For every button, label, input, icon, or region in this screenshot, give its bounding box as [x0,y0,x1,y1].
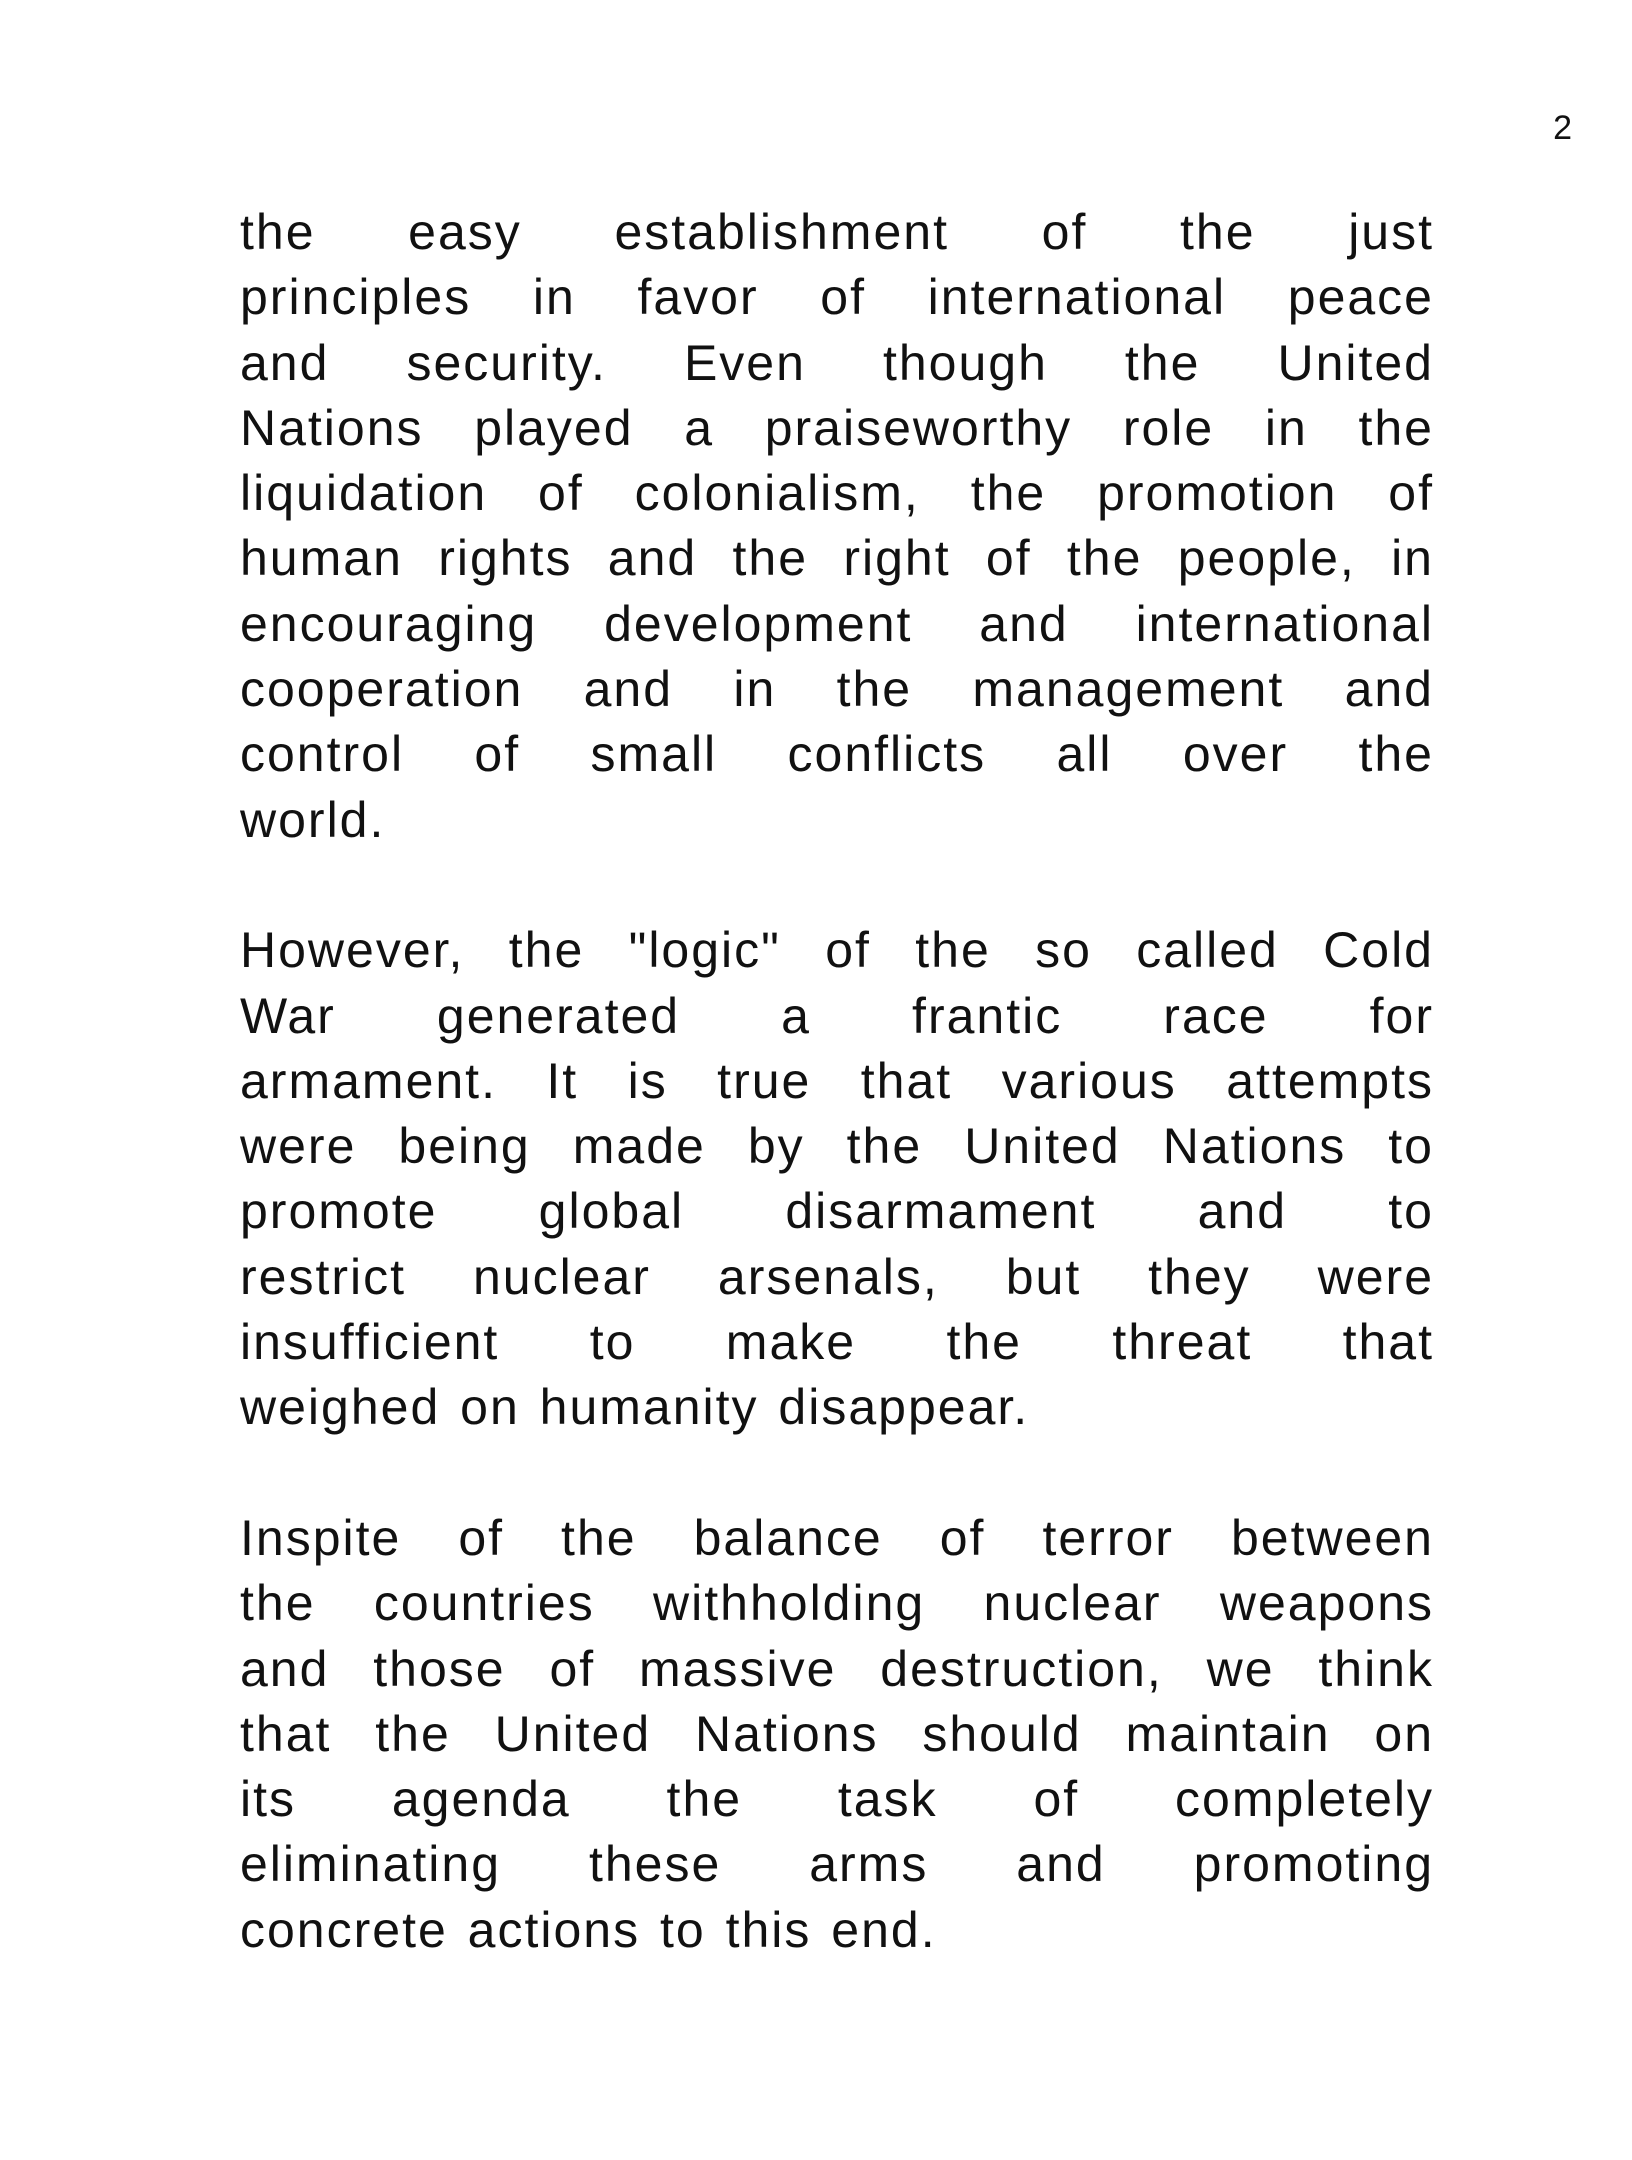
paragraph [240,1506,1434,1963]
text-line: eliminating these arms and promoting [240,1836,1434,1893]
paragraph [240,200,1434,853]
text-line: weighed on humanity disappear. [240,1379,1030,1436]
text-line: cooperation and in the management and [240,661,1434,718]
text-line: that the United Nations should maintain on [240,1705,1434,1762]
paragraph [240,918,1434,1440]
text-line: However, the "logic" of the so called Cold [240,922,1434,979]
text-line: liquidation of colonialism, the promotion of [240,465,1434,522]
text-line: and those of massive destruction, we think [240,1640,1434,1697]
text-line: Nations played a praiseworthy role in the [240,399,1434,456]
text-line: War generated a frantic race for [240,987,1434,1044]
text-line: restrict nuclear arsenals, but they were [240,1248,1434,1305]
document-body [240,200,1434,1963]
text-line: principles in favor of international peace [240,269,1434,326]
text-line: control of small conflicts all over the [240,726,1434,783]
text-line: the easy establishment of the just [240,204,1434,260]
text-line: promote global disarmament and to [240,1183,1434,1240]
text-line: its agenda the task of completely [240,1771,1434,1828]
text-line: human rights and the right of the people, in [240,530,1434,587]
text-line: concrete actions to this end. [240,1901,937,1958]
text-line: insufficient to make the threat that [240,1314,1434,1371]
text-line: the countries withholding nuclear weapons [240,1575,1434,1632]
text-line: Inspite of the balance of terror between [240,1509,1434,1566]
text-line: armament. It is true that various attempts [240,1052,1434,1109]
text-line: encouraging development and international [240,595,1434,652]
text-line: world. [240,791,386,848]
page-number: 2 [1553,109,1572,147]
text-line: and security. Even though the United [240,334,1434,391]
text-line: were being made by the United Nations to [240,1118,1434,1175]
